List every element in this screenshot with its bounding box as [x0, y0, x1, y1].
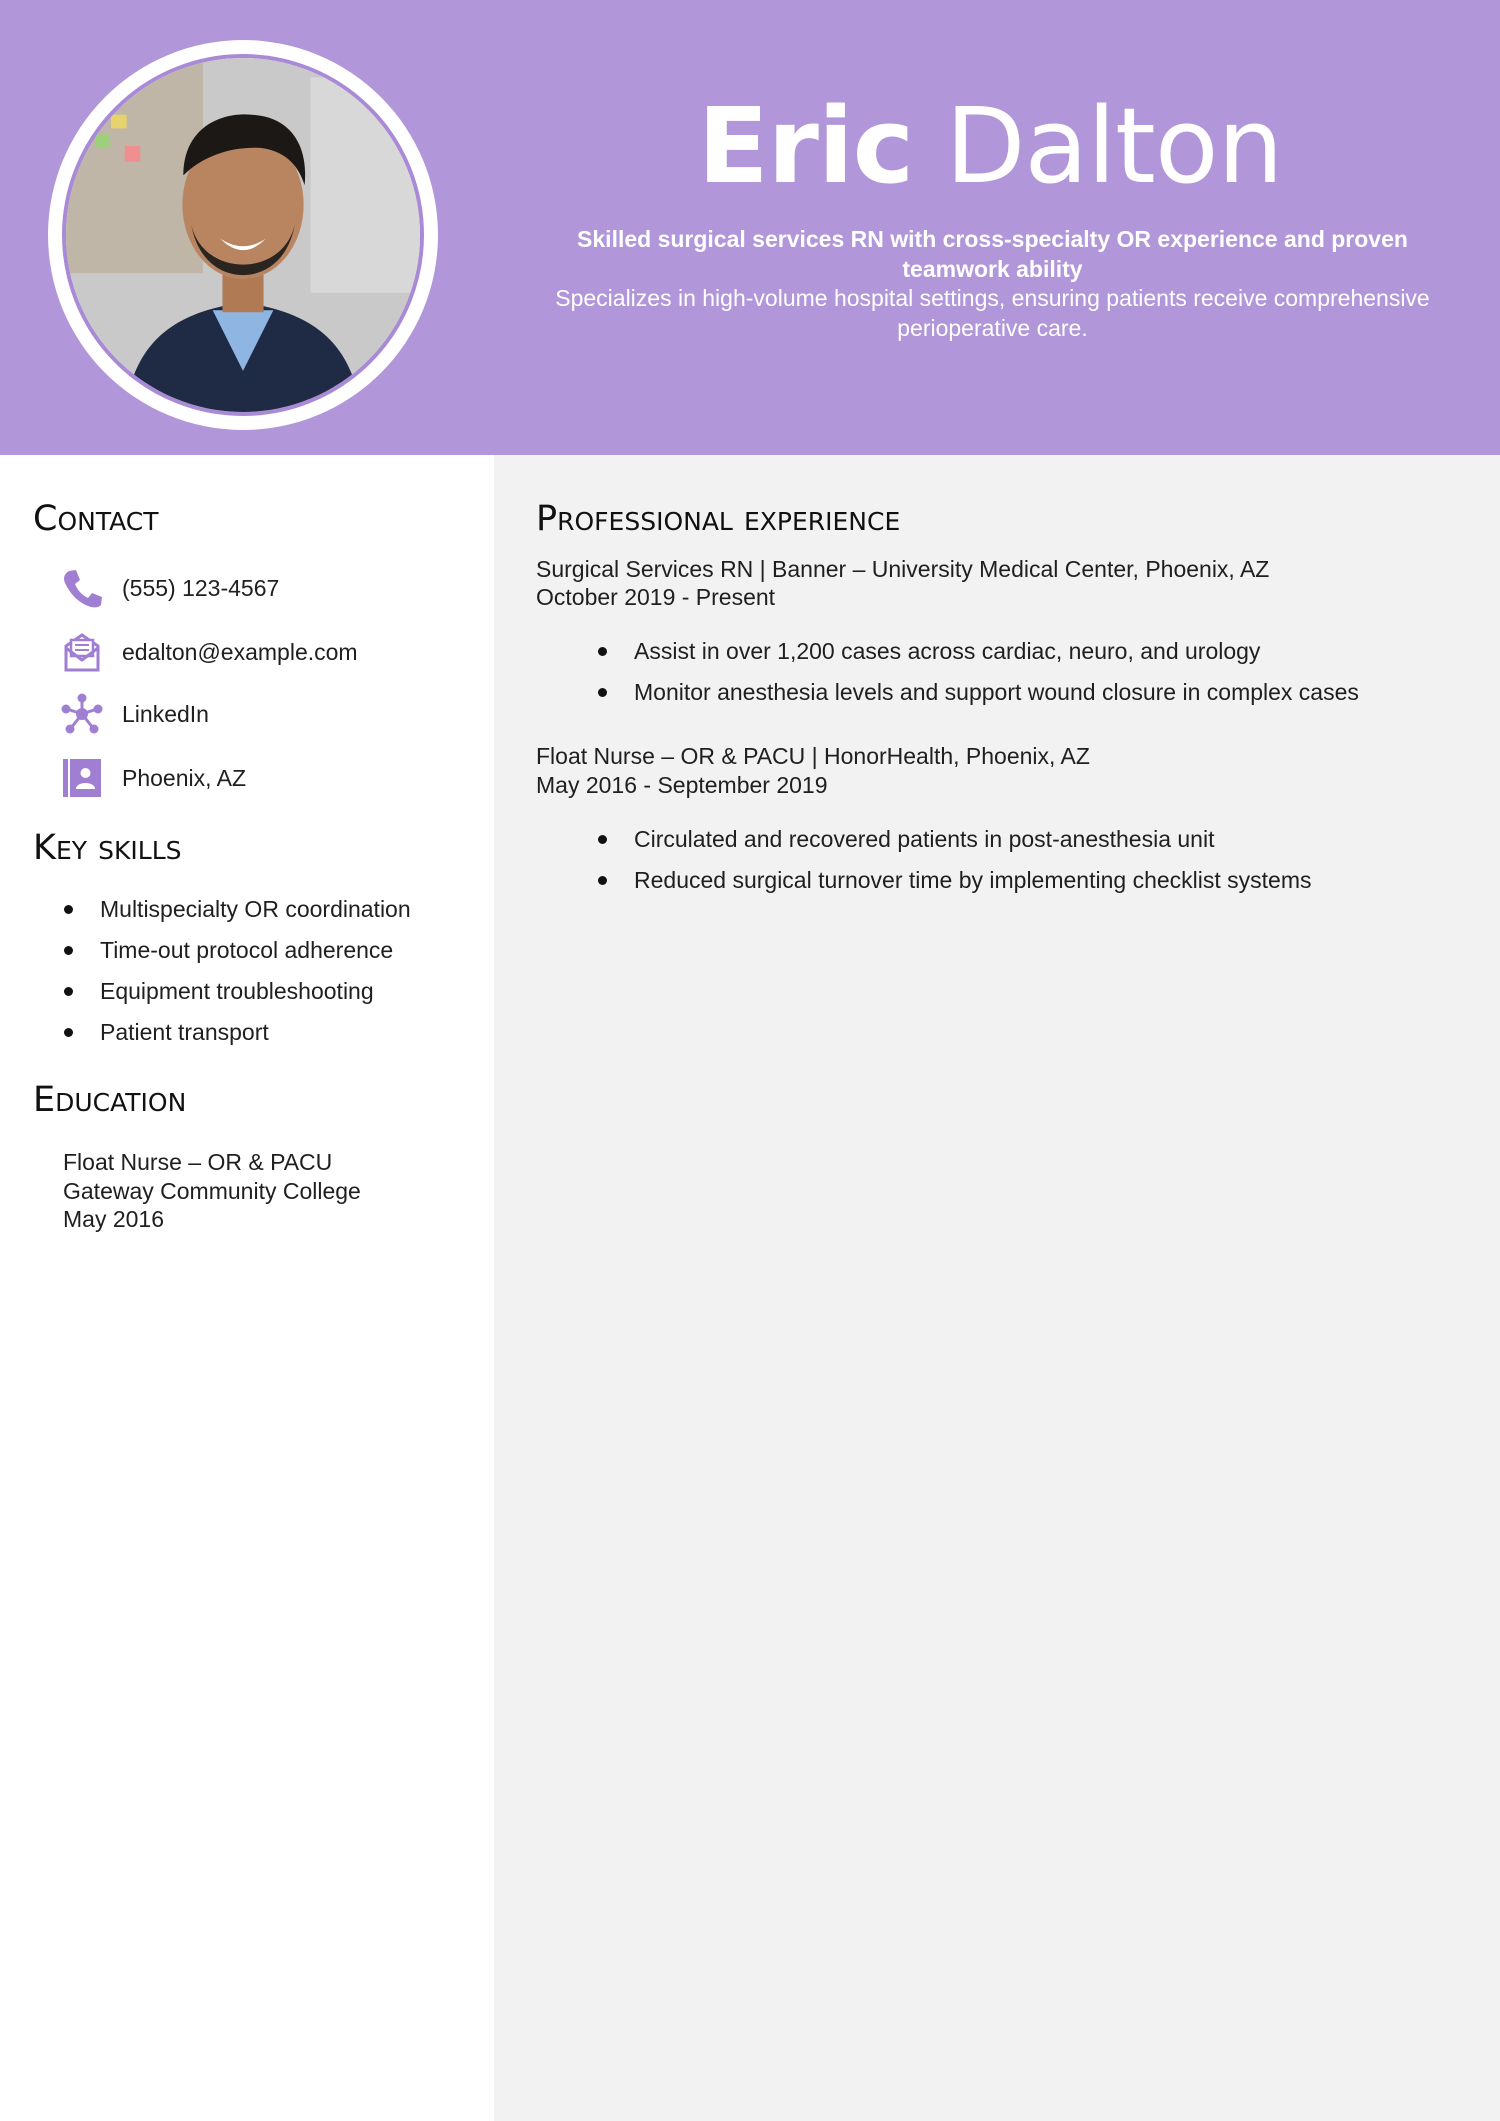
experience-title: Professional experience — [536, 499, 901, 539]
skill-item: Time-out protocol adherence — [60, 937, 411, 963]
job-1-heading: Surgical Services RN | Banner – University Medical Center, Phoenix, AZ — [536, 556, 1270, 582]
job-bullet: Monitor anesthesia levels and support wound closure in complex cases — [594, 679, 1359, 705]
skill-item: Patient transport — [60, 1019, 411, 1045]
job-2-heading: Float Nurse – OR & PACU | HonorHealth, Phoenix, AZ — [536, 743, 1090, 769]
education-degree: Float Nurse – OR & PACU — [63, 1149, 333, 1175]
job-1-bullets — [594, 638, 1359, 720]
skill-item: Multispecialty OR coordination — [60, 896, 411, 922]
candidate-name — [520, 86, 1460, 206]
contact-location — [60, 756, 480, 800]
contact-title: Contact — [33, 499, 159, 539]
education-title: Education — [33, 1080, 187, 1120]
job-1-dates: October 2019 - Present — [536, 584, 776, 610]
education-school: Gateway Community College — [63, 1178, 361, 1204]
education-date: May 2016 — [63, 1206, 165, 1232]
tagline: Skilled surgical services RN with cross-specialty OR experience and proven teamwork ability — [577, 226, 1408, 282]
last-name: Dalton — [945, 85, 1283, 207]
skills-title: Key skills — [33, 828, 182, 868]
skill-item: Equipment troubleshooting — [60, 978, 411, 1004]
contact-email — [60, 630, 480, 674]
contact-phone — [60, 566, 480, 610]
profile-photo-image — [66, 58, 420, 412]
summary: Specializes in high-volume hospital settings, ensuring patients receive comprehensive perioperative care. — [555, 285, 1430, 341]
contact-card-icon — [60, 756, 104, 800]
network-icon — [60, 692, 104, 736]
skills-list — [60, 896, 411, 1060]
job-bullet: Circulated and recovered patients in post-anesthesia unit — [594, 826, 1312, 852]
job-2-dates: May 2016 - September 2019 — [536, 772, 828, 798]
email-icon — [60, 630, 104, 674]
profile-photo — [62, 54, 424, 416]
contact-linkedin — [60, 692, 480, 736]
phone-text: (555) 123-4567 — [122, 575, 280, 601]
profile-photo-frame — [48, 40, 438, 430]
email-text: edalton@example.com — [122, 639, 358, 665]
job-bullet: Reduced surgical turnover time by implementing checklist systems — [594, 867, 1312, 893]
header-banner — [0, 0, 1500, 455]
first-name: Eric — [697, 85, 914, 207]
job-2-bullets — [594, 826, 1312, 908]
phone-icon — [60, 566, 104, 610]
linkedin-link[interactable]: LinkedIn — [122, 701, 209, 727]
location-text: Phoenix, AZ — [122, 765, 247, 791]
job-bullet: Assist in over 1,200 cases across cardiac, neuro, and urology — [594, 638, 1359, 664]
